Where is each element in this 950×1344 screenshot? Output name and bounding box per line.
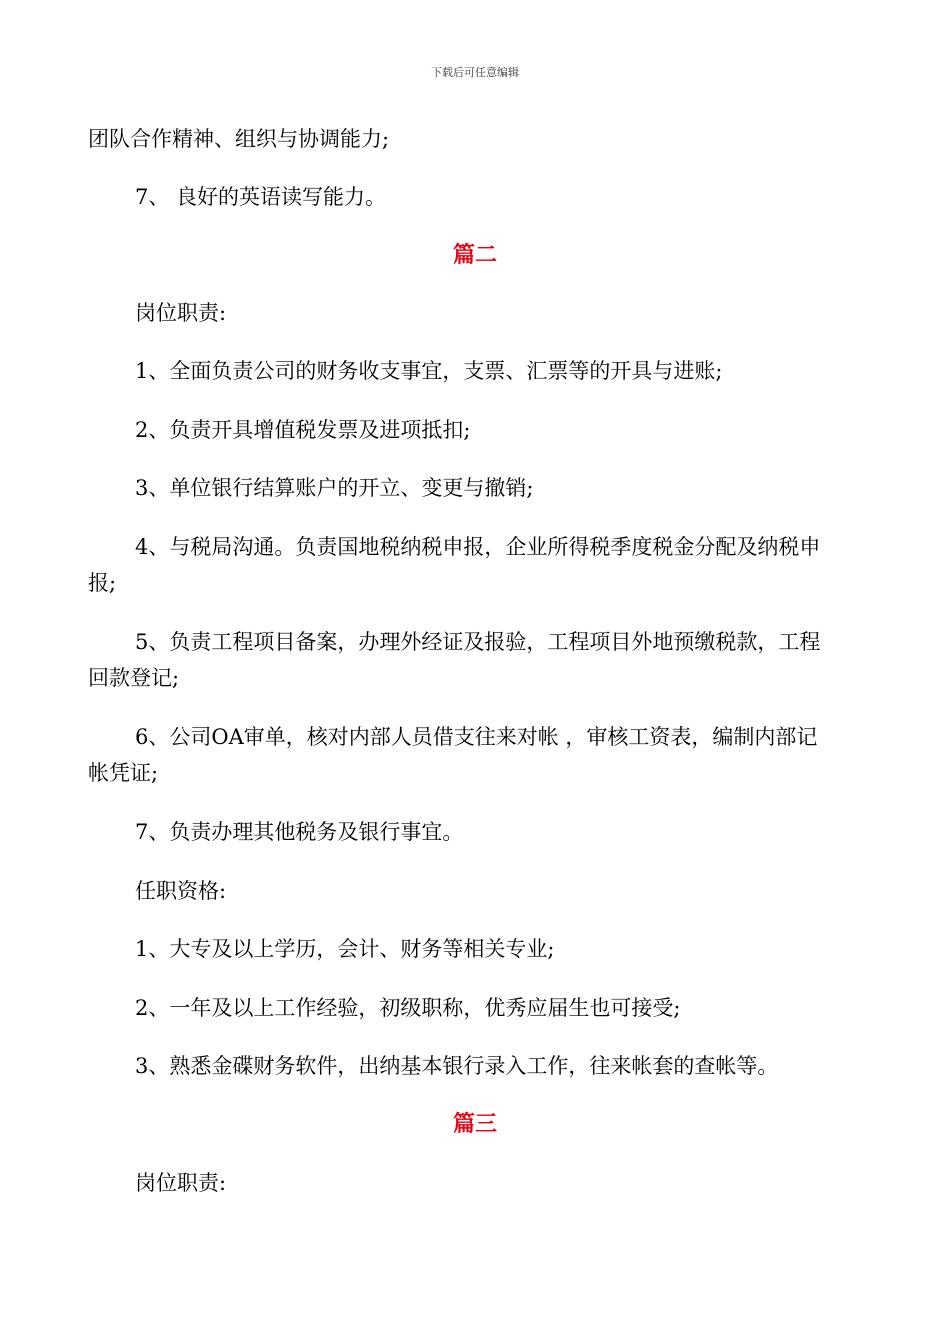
duty-item-1: 1、全面负责公司的财务收支事宜，支票、汇票等的开具与进账; <box>135 359 723 383</box>
section-3-duties-title: 岗位职责: <box>135 1171 227 1195</box>
qualification-item-1: 1、大专及以上学历，会计、财务等相关专业; <box>135 937 555 961</box>
duty-item-7: 7、负责办理其他税务及银行事宜。 <box>135 820 464 844</box>
duty-item-2: 2、负责开具增值税发票及进项抵扣; <box>135 418 471 442</box>
intro-item-7: 7、 良好的英语读写能力。 <box>135 185 387 209</box>
page-header: 下载后可任意编辑 <box>431 66 519 79</box>
qualification-item-3: 3、熟悉金碟财务软件，出纳基本银行录入工作，往来帐套的查帐等。 <box>135 1054 779 1078</box>
qualification-item-2: 2、一年及以上工作经验，初级职称，优秀应届生也可接受; <box>135 996 681 1020</box>
duty-item-5: 5、负责工程项目备案，办理外经证及报验，工程项目外地预缴税款，工程 <box>135 630 821 654</box>
duty-item-6-continued: 帐凭证; <box>88 761 159 785</box>
section-2-heading: 篇二 <box>452 242 497 268</box>
duty-item-4-continued: 报; <box>88 571 117 595</box>
duty-item-4: 4、与税局沟通。负责国地税纳税申报，企业所得税季度税金分配及纳税申 <box>135 535 821 559</box>
duty-item-6: 6、公司OA审单，核对内部人员借支往来对帐 ，审核工资表，编制内部记 <box>135 725 818 749</box>
section-2-duties-title: 岗位职责: <box>135 301 227 325</box>
intro-line-1: 团队合作精神、组织与协调能力; <box>88 127 390 151</box>
duty-item-5-continued: 回款登记; <box>88 666 180 690</box>
section-2-qualifications-title: 任职资格: <box>135 879 227 903</box>
duty-item-3: 3、单位银行结算账户的开立、变更与撤销; <box>135 476 534 500</box>
section-3-heading: 篇三 <box>452 1111 497 1137</box>
